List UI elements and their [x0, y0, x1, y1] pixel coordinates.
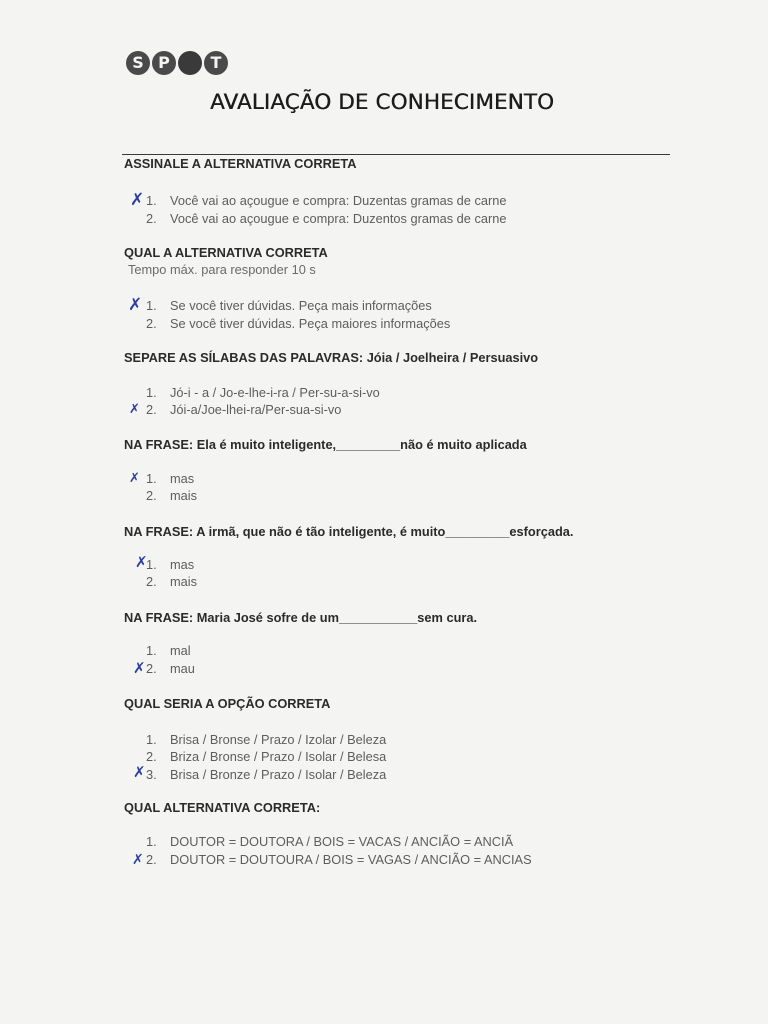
- check-mark-icon: ✗: [133, 659, 146, 677]
- check-mark-icon: ✗: [133, 763, 146, 781]
- option-2-2: [146, 316, 450, 331]
- option-number: 1.: [146, 471, 157, 486]
- option-text: Jói-a/Joe-lhei-ra/Per-sua-si-vo: [170, 402, 342, 417]
- option-text: Jó-i - a / Jo-e-lhe-i-ra / Per-su-a-si-vo: [170, 385, 380, 400]
- option-text: mau: [170, 661, 195, 676]
- option-text: Você vai ao açougue e compra: Duzentas gramas de carne: [170, 193, 507, 208]
- option-5-1: [146, 557, 194, 572]
- option-5-2: [146, 574, 197, 589]
- option-number: 1.: [146, 557, 157, 572]
- option-8-1: [146, 834, 513, 849]
- check-mark-icon: ✗: [129, 402, 140, 417]
- check-mark-icon: ✗: [128, 295, 143, 315]
- question-1: ASSINALE A ALTERNATIVA CORRETA: [124, 156, 357, 171]
- question-2-subtitle: Tempo máx. para responder 10 s: [128, 262, 316, 277]
- option-2-1: [146, 298, 432, 313]
- option-3-1: [146, 385, 380, 400]
- option-8-2: [146, 852, 532, 867]
- option-number: 2.: [146, 402, 157, 417]
- option-text: mais: [170, 488, 198, 503]
- option-number: 1.: [146, 385, 157, 400]
- option-text: Você vai ao açougue e compra: Duzentos gramas de carne: [170, 211, 507, 226]
- logo-letter-s: S: [126, 51, 150, 75]
- check-mark-icon: ✗: [130, 190, 145, 210]
- option-text: mas: [170, 557, 195, 572]
- option-1-2: [146, 211, 506, 226]
- check-mark-icon: ✗: [132, 852, 144, 868]
- option-number: 1.: [146, 834, 157, 849]
- logo-dot-icon: [178, 51, 202, 75]
- option-number: 1.: [146, 643, 157, 658]
- option-text: Brisa / Bronze / Prazo / Isolar / Beleza: [170, 767, 387, 782]
- option-number: 2.: [146, 661, 157, 676]
- option-text: Se você tiver dúvidas. Peça mais informações: [170, 298, 432, 313]
- logo-letter-t: T: [204, 51, 228, 75]
- option-text: DOUTOR = DOUTOURA / BOIS = VAGAS / ANCIÃO = ANCIAS: [170, 852, 532, 867]
- option-text: mas: [170, 471, 195, 486]
- option-3-2: [146, 402, 341, 417]
- option-number: 2.: [146, 211, 157, 226]
- question-5: NA FRASE: A irmã, que não é tão inteligente, é muito_________esforçada.: [124, 524, 574, 539]
- option-6-2: [146, 661, 195, 676]
- option-6-1: [146, 643, 191, 658]
- option-text: DOUTOR = DOUTORA / BOIS = VACAS / ANCIÃO = ANCIÃ: [170, 834, 514, 849]
- logo-letter-p: P: [152, 51, 176, 75]
- option-text: Brisa / Bronse / Prazo / Izolar / Beleza: [170, 732, 387, 747]
- option-number: 2.: [146, 488, 157, 503]
- option-number: 2.: [146, 574, 157, 589]
- question-2: QUAL A ALTERNATIVA CORRETA: [124, 245, 328, 260]
- question-4: NA FRASE: Ela é muito inteligente,_________não é muito aplicada: [124, 437, 527, 452]
- page-title: AVALIAÇÃO DE CONHECIMENTO: [210, 90, 554, 115]
- option-text: mais: [170, 574, 198, 589]
- option-text: Se você tiver dúvidas. Peça maiores informações: [170, 316, 451, 331]
- check-mark-icon: ✗: [135, 553, 148, 571]
- option-number: 1.: [146, 298, 157, 313]
- option-4-2: [146, 488, 197, 503]
- option-7-2: [146, 749, 386, 764]
- option-7-1: [146, 732, 386, 747]
- question-3: SEPARE AS SÍLABAS DAS PALAVRAS: Jóia / Joelheira / Persuasivo: [124, 350, 539, 365]
- question-6: NA FRASE: Maria José sofre de um___________sem cura.: [124, 610, 478, 625]
- option-text: Briza / Bronse / Prazo / Isolar / Belesa: [170, 749, 387, 764]
- option-1-1: [146, 193, 506, 208]
- option-text: mal: [170, 643, 191, 658]
- option-number: 2.: [146, 852, 157, 867]
- option-number: 2.: [146, 749, 157, 764]
- option-number: 2.: [146, 316, 157, 331]
- title-divider: [122, 154, 670, 155]
- option-7-3: [146, 767, 386, 782]
- question-8: QUAL ALTERNATIVA CORRETA:: [124, 800, 321, 815]
- question-7: QUAL SERIA A OPÇÃO CORRETA: [124, 696, 331, 711]
- check-mark-icon: ✗: [129, 471, 140, 486]
- option-4-1: [146, 471, 194, 486]
- option-number: 1.: [146, 193, 157, 208]
- option-number: 1.: [146, 732, 157, 747]
- option-number: 3.: [146, 767, 157, 782]
- spot-logo: [126, 51, 228, 75]
